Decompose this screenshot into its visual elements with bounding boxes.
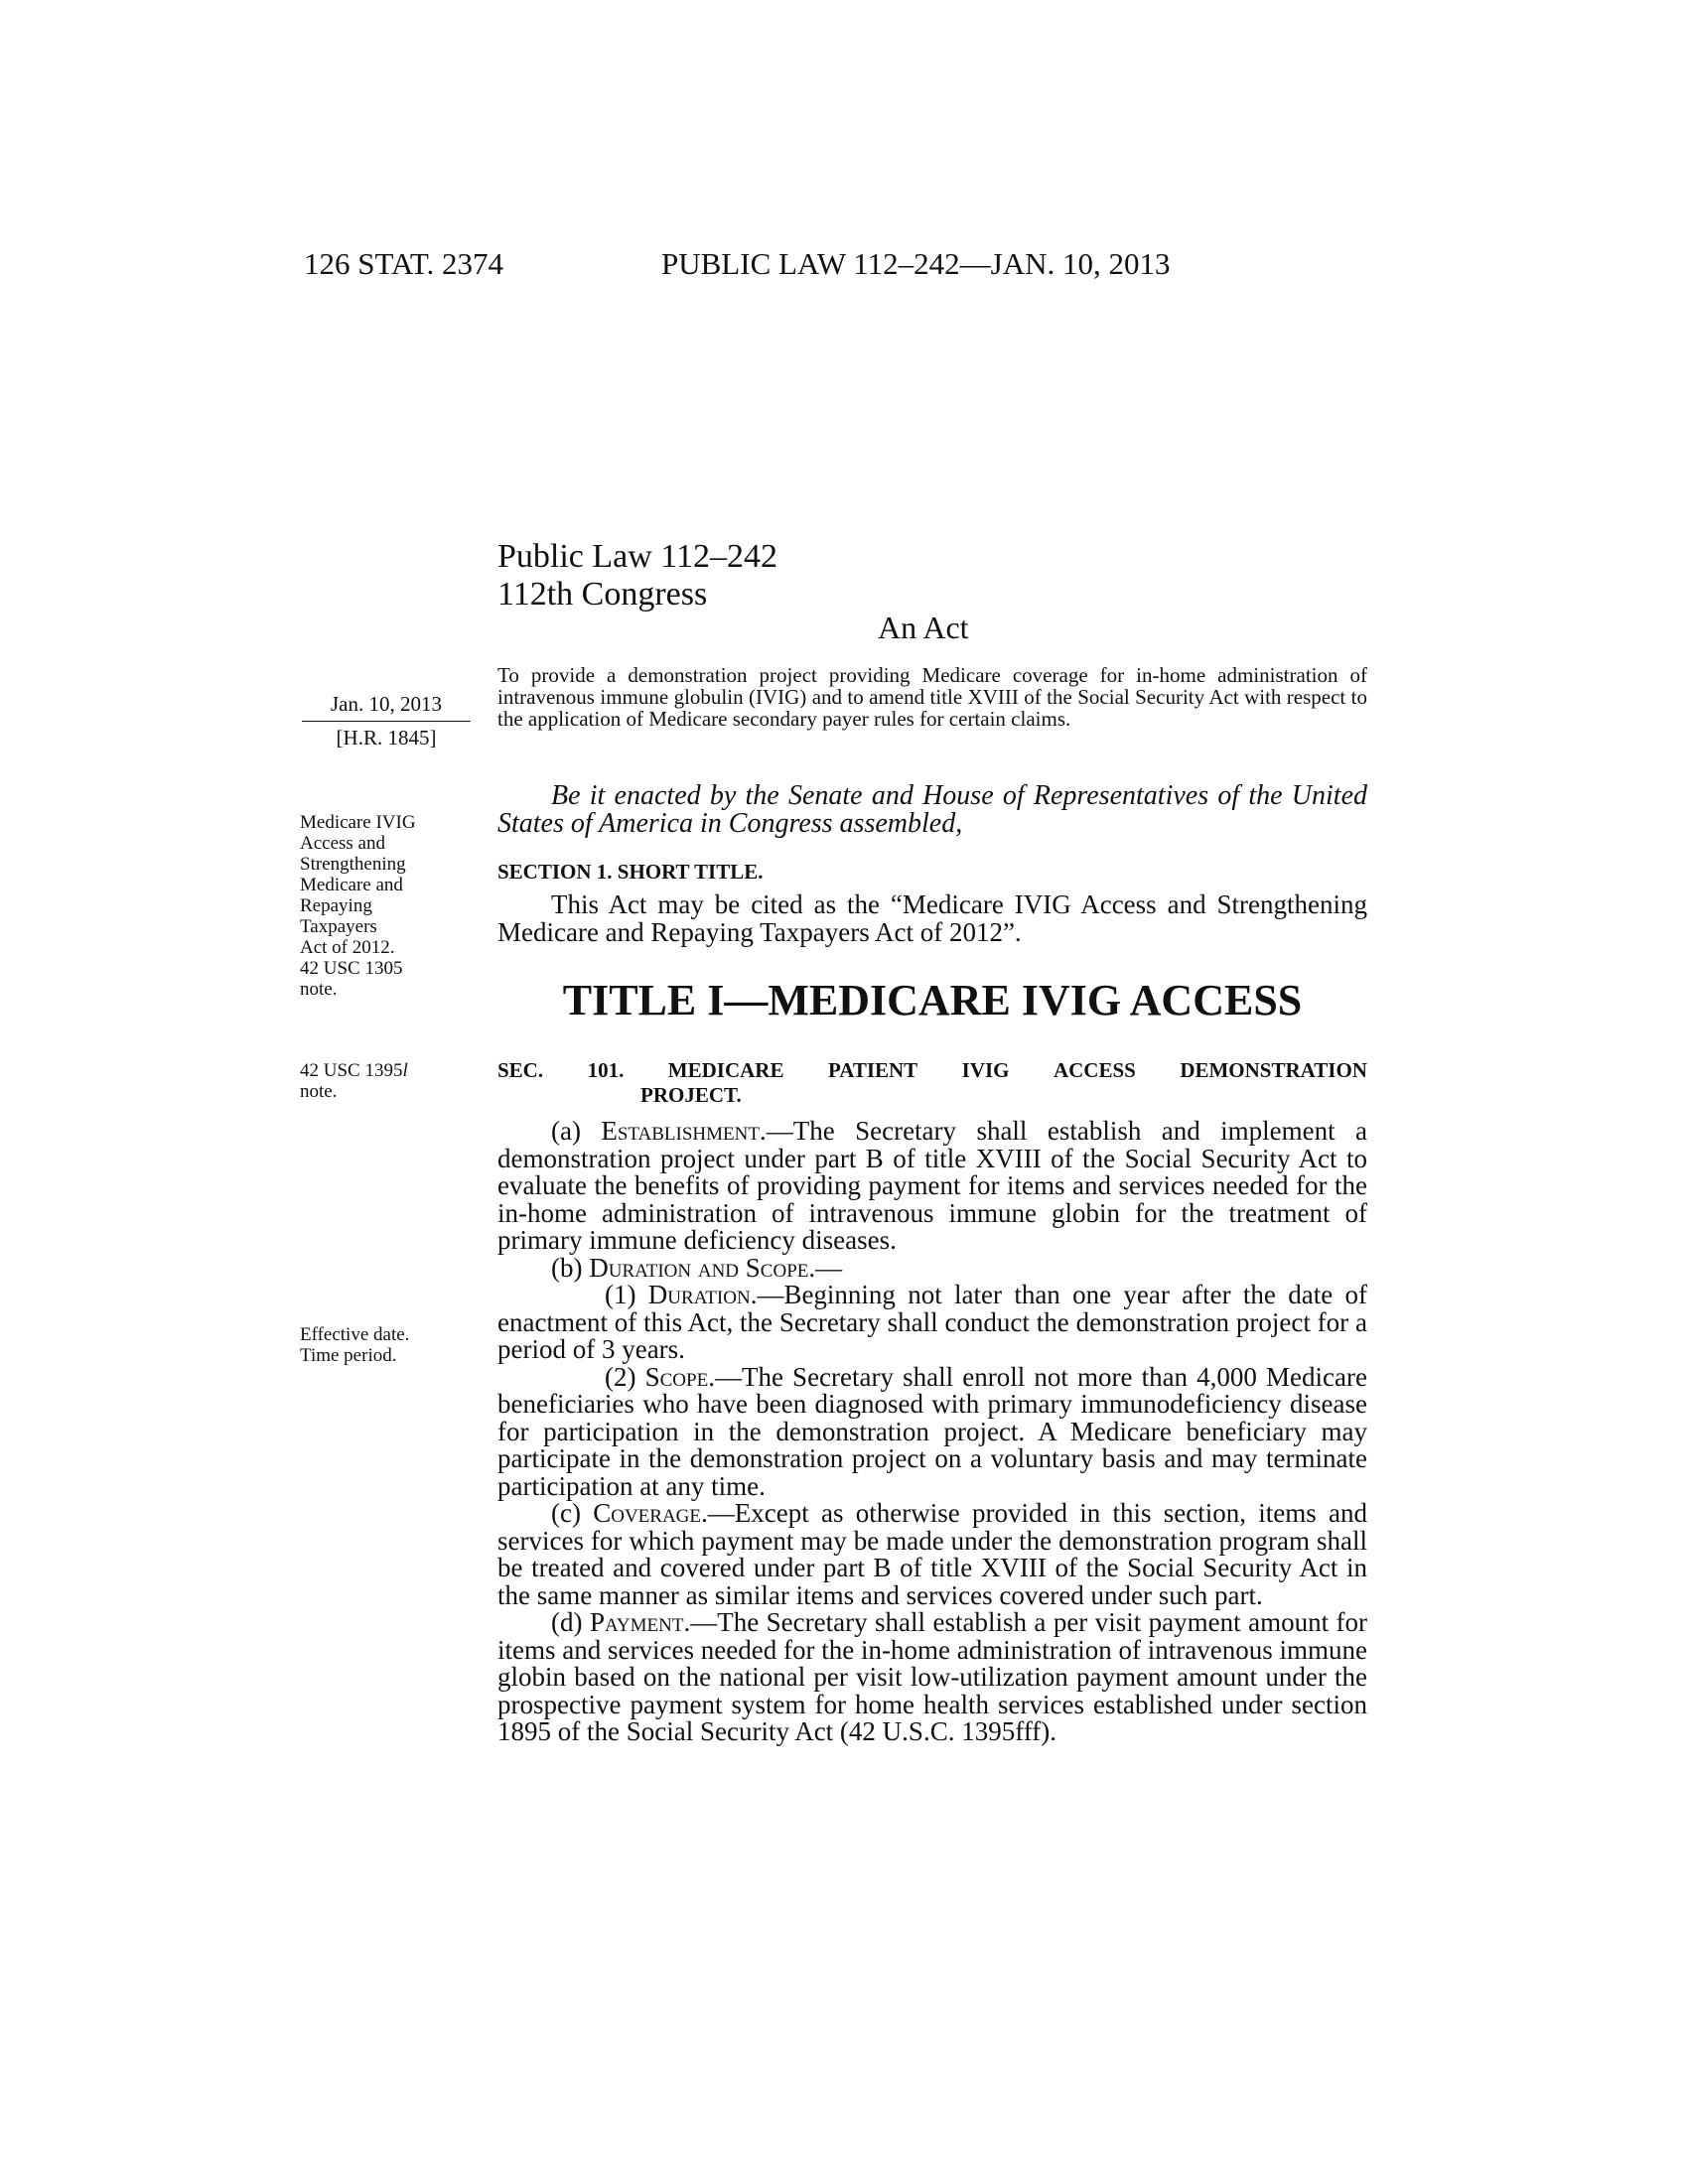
act-purpose: To provide a demonstration project providing Medicare coverage for in-home administration of intravenous immune globulin (IVIG) and to amend title XVIII of the Social Security Act with respect to the application of Medicare secondary payer rules for certain claims. — [497, 663, 1367, 731]
subsection-text: .— — [808, 1252, 843, 1283]
margin-line — [300, 1060, 469, 1081]
section1-text: This Act may be cited as the “Medicare IVIG Access and Strengthening Medicare and Repaying Taxpayers Act of 2012”. — [497, 889, 1367, 947]
label: (1) — [605, 1280, 648, 1309]
sec101-heading-cont: PROJECT. — [640, 1083, 742, 1107]
margin-short-title-note — [300, 812, 469, 1000]
heading-word: PATIENT — [827, 1058, 918, 1082]
margin-line: Act of 2012. — [300, 937, 395, 958]
act-label: An Act — [878, 610, 969, 645]
subsection-d — [497, 1609, 1367, 1746]
heading-word: DEMONSTRATION — [1180, 1058, 1367, 1082]
paragraph-text: .—Beginning not later than one year after the date of enactment of this Act, the Secretary shall conduct the demonstration project for a period of 3 years. — [497, 1280, 1367, 1364]
margin-date-bill — [302, 691, 471, 751]
margin-line: Medicare IVIG — [300, 812, 416, 833]
paragraph-b2 — [497, 1361, 1367, 1501]
subsection-a — [497, 1118, 1367, 1255]
subsection-heading: Coverage — [593, 1498, 702, 1528]
label: (a) — [551, 1116, 602, 1146]
margin-rule — [302, 721, 471, 722]
enactment-date: Jan. 10, 2013 — [331, 692, 442, 716]
law-title-block — [497, 538, 777, 614]
enacting-clause — [497, 782, 1367, 838]
margin-line: Strengthening — [300, 854, 406, 875]
margin-usc-note — [300, 1060, 469, 1102]
margin-line: Repaying — [300, 895, 372, 916]
subsection-b — [497, 1252, 1367, 1283]
sec101-heading — [497, 1058, 1367, 1108]
margin-line: Time period. — [300, 1345, 397, 1366]
heading-word: SEC. — [497, 1058, 544, 1082]
paragraph-heading: Scope — [644, 1361, 709, 1392]
sec101-body — [497, 1118, 1367, 1746]
law-number: Public Law 112–242 — [497, 538, 778, 575]
bill-number: [H.R. 1845] — [336, 726, 437, 750]
heading-word: IVIG — [961, 1058, 1010, 1082]
subsection-heading: Payment — [589, 1607, 684, 1637]
section1-heading: SECTION 1. SHORT TITLE. — [497, 860, 764, 884]
sec101-heading-row — [497, 1058, 1367, 1083]
subsection-text: .—The Secretary shall establish and implement a demonstration project under part B of title XVIII of the Social Security Act to evaluate the benefits of providing payment for items and services needed for the in-home administration of intravenous immune globin for the treatment of primary immune deficiency diseases. — [497, 1116, 1367, 1255]
section1-body — [497, 891, 1367, 946]
margin-line: Taxpayers — [300, 916, 377, 937]
subsection-c — [497, 1500, 1367, 1609]
margin-line: Medicare and — [300, 875, 403, 895]
label: (b) — [551, 1252, 590, 1283]
paragraph-text: .—The Secretary shall enroll not more than 4,000 Medicare beneficiaries who have been diagnosed with primary immunodeficiency disease for participation in the demonstration project. A Medicare beneficiary may participate in the demonstration project on a voluntary basis and may terminate participation at any time. — [497, 1361, 1367, 1501]
label: (d) — [551, 1607, 590, 1637]
subsection-text: .—Except as otherwise provided in this section, items and services for which payment may be made under the demonstration program shall be treated and covered under part B of title XVIII of the Social Security Act in the same manner as similar items and services covered under such part. — [497, 1498, 1367, 1610]
margin-line: Effective date. — [300, 1324, 410, 1345]
heading-word: ACCESS — [1053, 1058, 1136, 1082]
congress: 112th Congress — [497, 576, 708, 613]
margin-usc-suffix: l — [402, 1060, 408, 1081]
margin-line: 42 USC 1305 — [300, 958, 403, 979]
subsection-heading: Duration and Scope — [589, 1252, 809, 1283]
running-head: PUBLIC LAW 112–242—JAN. 10, 2013 — [661, 246, 1171, 281]
paragraph-b1 — [497, 1282, 1367, 1364]
paragraph-heading: Duration — [647, 1280, 751, 1309]
subsection-text: .—The Secretary shall establish a per visit payment amount for items and services needed for the in-home administration of intravenous immune globin based on the national per visit low-utilization payment amount under the prospective payment system for home health services established under section 1895 of the Social Security Act (42 U.S.C. 1395fff). — [497, 1607, 1368, 1746]
enacting-clause-text: Be it enacted by the Senate and House of Representatives of the United States of America in Congress assembled, — [497, 780, 1367, 839]
heading-word: 101. — [587, 1058, 625, 1082]
label: (c) — [551, 1498, 594, 1528]
margin-line: note. — [300, 1081, 338, 1102]
heading-word: MEDICARE — [667, 1058, 784, 1082]
stat-page-number: 126 STAT. 2374 — [304, 246, 504, 281]
label: (2) — [605, 1361, 645, 1392]
subsection-heading: Establishment — [601, 1116, 760, 1146]
margin-effective-note — [300, 1324, 469, 1366]
margin-line: note. — [300, 979, 338, 1000]
margin-line: Access and — [300, 833, 385, 854]
title-i-heading: TITLE I—MEDICARE IVIG ACCESS — [562, 976, 1303, 1024]
margin-usc-text: 42 USC 1395 — [300, 1060, 403, 1081]
